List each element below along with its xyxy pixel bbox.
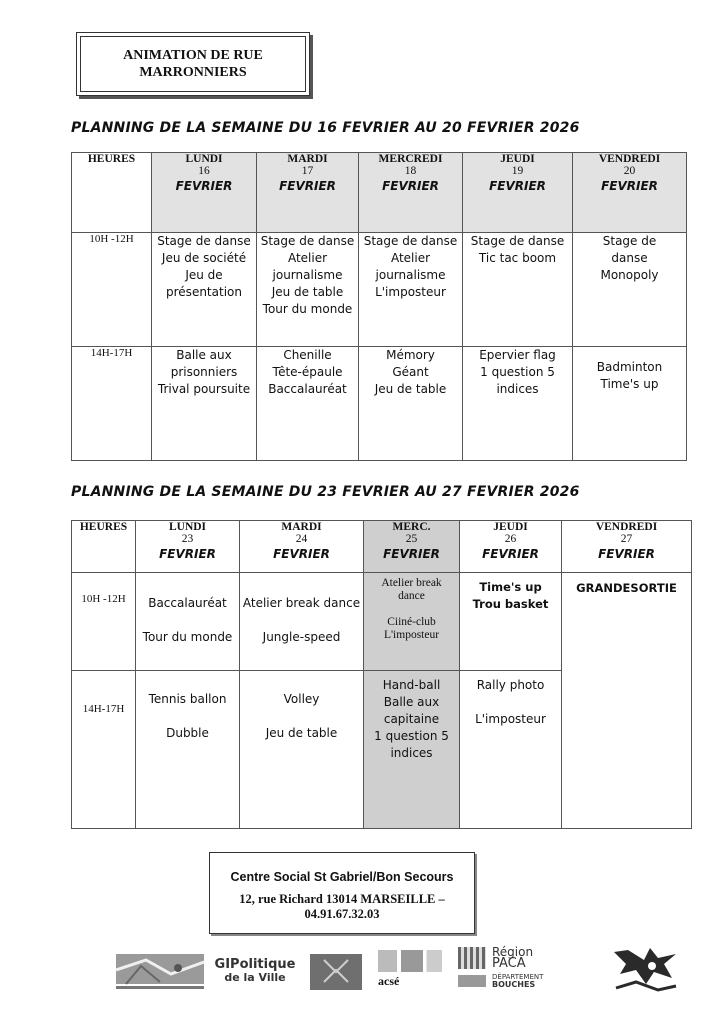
activity-line: E — [668, 581, 677, 595]
activity-line: Jeu de société — [161, 251, 247, 265]
activity-line: R — [648, 581, 657, 595]
activity-line: Trival poursuite — [157, 382, 251, 396]
week2-cell — [136, 671, 240, 829]
politique-ville-logo: GIPolitique de la Ville — [214, 957, 296, 984]
week1-day-header: MARDI 17 FEVRIER — [257, 153, 359, 233]
week1-cell — [463, 347, 573, 461]
activity-line: prisonniers — [170, 365, 238, 379]
activity-line: Hand-ball — [382, 678, 441, 692]
activity-line: D — [613, 581, 623, 595]
activity-line: Ciiné-club — [387, 616, 436, 628]
address-box — [209, 852, 475, 934]
mascot-logo — [606, 944, 682, 996]
phone-number: 04.91.67.32.03 — [304, 907, 380, 921]
activity-line — [460, 694, 561, 711]
activity-line: indices — [390, 746, 433, 760]
activity-line: 1 question 5 — [480, 365, 555, 379]
city-map-logo — [116, 952, 204, 992]
week2-cell — [364, 573, 460, 671]
week2-cell — [460, 573, 562, 671]
week2-table — [71, 520, 692, 829]
activity-line: Jeu de table — [374, 382, 447, 396]
activity-line: Badminton — [596, 360, 663, 374]
activity-line: L'imposteur — [375, 285, 446, 299]
prefecture-logo — [310, 952, 362, 992]
activity-line: Atelier break — [381, 577, 442, 589]
activity-line: Rally photo — [476, 678, 545, 692]
activity-line: Jeu de table — [271, 285, 344, 299]
activity-line: dance — [398, 590, 425, 602]
week1-cell — [257, 347, 359, 461]
week2-day-header: LUNDI 23 FEVRIER — [136, 521, 240, 573]
week1-slot-afternoon: 14H-17H — [72, 347, 152, 461]
activity-line: 1 question 5 — [374, 729, 449, 743]
week2-hours-header: HEURES — [72, 521, 136, 573]
activity-line: Stage de — [602, 234, 657, 248]
title-line-1: ANIMATION DE RUE — [123, 48, 263, 63]
activity-line: S — [630, 581, 639, 595]
activity-line: Baccalauréat — [268, 382, 347, 396]
week1-day-header: VENDREDI 20 FEVRIER — [573, 153, 687, 233]
activity-line: indices — [496, 382, 539, 396]
activity-line: A — [594, 581, 604, 595]
address: 12, rue Richard 13014 MARSEILLE – 04.91.67.32.03 — [210, 892, 474, 922]
week1-cell — [257, 233, 359, 347]
activity-line: Stage de danse — [260, 234, 355, 248]
activity-line: Stage de danse — [470, 234, 565, 248]
sponsor-logos — [110, 944, 690, 1000]
week2-heading: PLANNING DE LA SEMAINE DU 23 FEVRIER AU 27 FEVRIER 2026 — [71, 484, 580, 500]
activity-line: présentation — [166, 285, 242, 299]
activity-line: Dubble — [166, 726, 209, 740]
week1-cell — [359, 233, 463, 347]
week1-cell — [152, 233, 257, 347]
week2-day-header: MERC. 25 FEVRIER — [364, 521, 460, 573]
activity-line: Balle aux — [383, 695, 440, 709]
activity-line: Stage de danse — [363, 234, 458, 248]
activity-line: Stage de danse — [157, 234, 251, 248]
title-line-2: MARRONNIERS — [139, 65, 247, 80]
activity-line: Atelier — [390, 251, 431, 265]
activity-line: Trou basket — [472, 597, 549, 611]
activity-line: Epervier flag — [479, 348, 556, 362]
activity-line: N — [603, 581, 613, 595]
title-box — [76, 32, 310, 96]
activity-line: Baccalauréat — [148, 596, 227, 610]
activity-line: Jeu de table — [265, 726, 338, 740]
week2-slot-morning: 10H -12H — [72, 573, 136, 671]
week1-table — [71, 152, 687, 461]
activity-line: Chenille — [283, 348, 332, 362]
activity-line: G — [576, 581, 586, 595]
activity-line: Tour du monde — [262, 302, 353, 316]
week1-hours-header: HEURES — [72, 153, 152, 233]
week2-cell — [364, 671, 460, 829]
week2-cell — [136, 573, 240, 671]
region-paca-logo: Région PACA DÉPARTEMENT BOUCHES — [458, 946, 588, 986]
activity-line: Tennis ballon — [148, 692, 227, 706]
week2-day-header: JEUDI 26 FEVRIER — [460, 521, 562, 573]
activity-line: Tête-épaule — [272, 365, 343, 379]
activity-line: E — [622, 581, 631, 595]
activity-line: Volley — [283, 692, 320, 706]
activity-line: Atelier — [287, 251, 328, 265]
activity-line: capitaine — [383, 712, 440, 726]
week2-cell — [240, 573, 364, 671]
week2-day-header: VENDREDI 27 FEVRIER — [562, 521, 692, 573]
activity-line — [240, 612, 363, 629]
activity-line: Mémory — [386, 348, 435, 362]
activity-line: Jungle-speed — [262, 630, 341, 644]
activity-line — [364, 603, 459, 616]
activity-line: Tic tac boom — [478, 251, 557, 265]
activity-line: journalisme — [375, 268, 446, 282]
week2-cell — [460, 671, 562, 829]
week1-day-header: JEUDI 19 FEVRIER — [463, 153, 573, 233]
activity-line: L'imposteur — [475, 712, 546, 726]
week2-cell — [240, 671, 364, 829]
activity-line: danse — [611, 251, 648, 265]
week1-day-header: LUNDI 16 FEVRIER — [152, 153, 257, 233]
activity-line: L'imposteur — [383, 629, 440, 641]
activity-line: R — [585, 581, 595, 595]
week1-day-header: MERCREDI 18 FEVRIER — [359, 153, 463, 233]
activity-line: Time's up — [479, 580, 542, 594]
week2-friday-cell — [562, 573, 692, 829]
activity-line: Balle aux — [176, 348, 232, 362]
activity-line: T — [656, 581, 665, 595]
week1-cell — [463, 233, 573, 347]
week1-slot-morning: 10H -12H — [72, 233, 152, 347]
week2-slot-afternoon: 14H-17H — [72, 671, 136, 829]
week1-cell — [573, 233, 687, 347]
activity-line — [240, 708, 363, 725]
week1-cell — [152, 347, 257, 461]
activity-line: Jeu de — [185, 268, 223, 282]
activity-line: O — [638, 581, 649, 595]
activity-line: Tour du monde — [142, 630, 233, 644]
acse-logo: acsé — [378, 950, 442, 990]
week1-cell — [359, 347, 463, 461]
week1-cell — [573, 347, 687, 461]
organization-name: Centre Social St Gabriel/Bon Secours — [230, 870, 454, 884]
week1-heading: PLANNING DE LA SEMAINE DU 16 FEVRIER AU 20 FEVRIER 2026 — [71, 120, 580, 136]
activity-line: journalisme — [272, 268, 343, 282]
activity-line: Atelier break dance — [242, 596, 361, 610]
activity-line — [136, 708, 239, 725]
week2-day-header: MARDI 24 FEVRIER — [240, 521, 364, 573]
activity-line: Monopoly — [600, 268, 659, 282]
activity-line — [136, 612, 239, 629]
activity-line: Géant — [392, 365, 429, 379]
activity-line: Time's up — [600, 377, 659, 391]
activity-line: I — [664, 581, 669, 595]
